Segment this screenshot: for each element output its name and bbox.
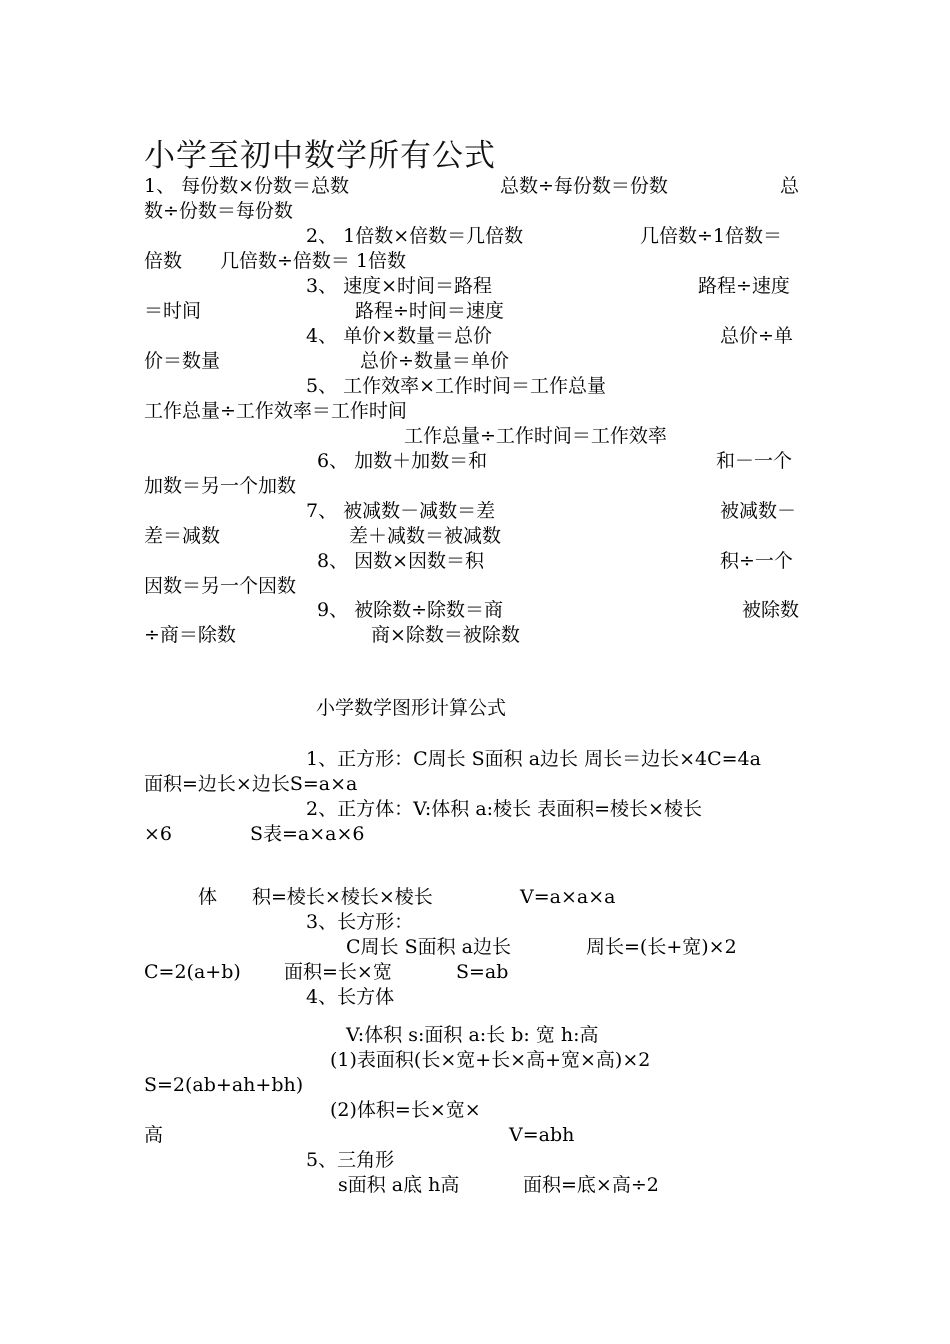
geometry-line-2a: 2、正方体：V:体积 a:棱长 表面积=棱长×棱长: [306, 798, 702, 820]
geometry-line-5c: 面积=底×高÷2: [523, 1174, 659, 1196]
geometry-line-4e: (2)体积=长×宽×: [330, 1099, 481, 1121]
geometry-line-2b: ×6: [144, 823, 173, 845]
formula-line-3d: 路程÷时间＝速度: [355, 300, 504, 322]
formula-line-1c: 总: [780, 175, 800, 197]
geometry-line-3d: C=2(a+b): [144, 961, 241, 983]
formula-line-3b: 路程÷速度: [698, 275, 790, 297]
formula-line-8a: 8、 因数×因数＝积: [317, 550, 485, 572]
formula-line-7c: 差＝减数: [144, 525, 221, 547]
geometry-line-3f: S=ab: [456, 961, 509, 983]
formula-line-2d: 几倍数÷倍数＝ 1倍数: [220, 250, 407, 272]
formula-line-3c: ＝时间: [144, 300, 202, 322]
formula-line-7a: 7、 被减数－减数＝差: [306, 500, 496, 522]
formula-line-7b: 被减数－: [720, 500, 797, 522]
geometry-line-3b: C周长 S面积 a边长: [346, 936, 511, 958]
formula-line-1d: 数÷份数＝每份数: [144, 200, 293, 222]
formula-line-6a: 6、 加数＋加数＝和: [317, 450, 488, 472]
geometry-line-4b: V:体积 s:面积 a:长 b: 宽 h:高: [346, 1024, 599, 1046]
section-heading-geometry: 小学数学图形计算公式: [316, 697, 507, 719]
geometry-line-4a: 4、长方体: [306, 986, 395, 1008]
formula-line-6c: 加数＝另一个加数: [144, 475, 297, 497]
formula-line-5a: 5、 工作效率×工作时间＝工作总量: [306, 375, 607, 397]
geometry-line-4f: 高: [144, 1124, 164, 1146]
document-title: 小学至初中数学所有公式: [144, 138, 496, 174]
geometry-line-4g: V=abh: [509, 1124, 575, 1146]
geometry-line-1a: 1、正方形：C周长 S面积 a边长 周长＝边长×4C=4a: [306, 748, 761, 770]
geometry-line-4c: (1)表面积(长×宽+长×高+宽×高)×2: [330, 1049, 651, 1071]
formula-line-9d: 商×除数＝被除数: [371, 624, 520, 646]
geometry-line-5b: s面积 a底 h高: [338, 1174, 460, 1196]
geometry-line-4d: S=2(ab+ah+bh): [144, 1074, 304, 1096]
geometry-line-3e: 面积=长×宽: [284, 961, 392, 983]
formula-line-9b: 被除数: [742, 599, 800, 621]
formula-line-4d: 总价÷数量＝单价: [360, 350, 509, 372]
formula-line-9c: ÷商＝除数: [144, 624, 236, 646]
geometry-line-3a: 3、长方形：: [306, 911, 414, 933]
geometry-line-2d: 体: [198, 886, 218, 908]
geometry-line-2c: S表=a×a×6: [250, 823, 365, 845]
formula-line-4a: 4、 单价×数量＝总价: [306, 325, 493, 347]
formula-line-3a: 3、 速度×时间＝路程: [306, 275, 493, 297]
formula-line-5b: 工作总量÷工作效率＝工作时间: [144, 400, 407, 422]
formula-line-1b: 总数÷每份数＝份数: [500, 175, 668, 197]
formula-line-5c: 工作总量÷工作时间＝工作效率: [404, 425, 667, 447]
geometry-line-3c: 周长=(长+宽)×2: [586, 936, 737, 958]
geometry-line-2e: 积=棱长×棱长×棱长: [252, 886, 433, 908]
geometry-line-5a: 5、三角形: [306, 1149, 395, 1171]
formula-line-8c: 因数＝另一个因数: [144, 575, 297, 597]
formula-line-2b: 几倍数÷1倍数＝: [640, 225, 783, 247]
formula-line-1a: 1、 每份数×份数＝总数: [144, 175, 350, 197]
formula-line-6b: 和－一个: [716, 450, 793, 472]
formula-line-2a: 2、 1倍数×倍数＝几倍数: [306, 225, 524, 247]
formula-line-4c: 价＝数量: [144, 350, 221, 372]
formula-line-4b: 总价÷单: [720, 325, 793, 347]
formula-line-7d: 差＋减数＝被减数: [349, 525, 502, 547]
formula-line-8b: 积÷一个: [720, 550, 793, 572]
geometry-line-2f: V=a×a×a: [520, 886, 616, 908]
geometry-line-1b: 面积=边长×边长S=a×a: [144, 773, 358, 795]
formula-line-2c: 倍数: [144, 250, 183, 272]
formula-line-9a: 9、 被除数÷除数＝商: [317, 599, 504, 621]
